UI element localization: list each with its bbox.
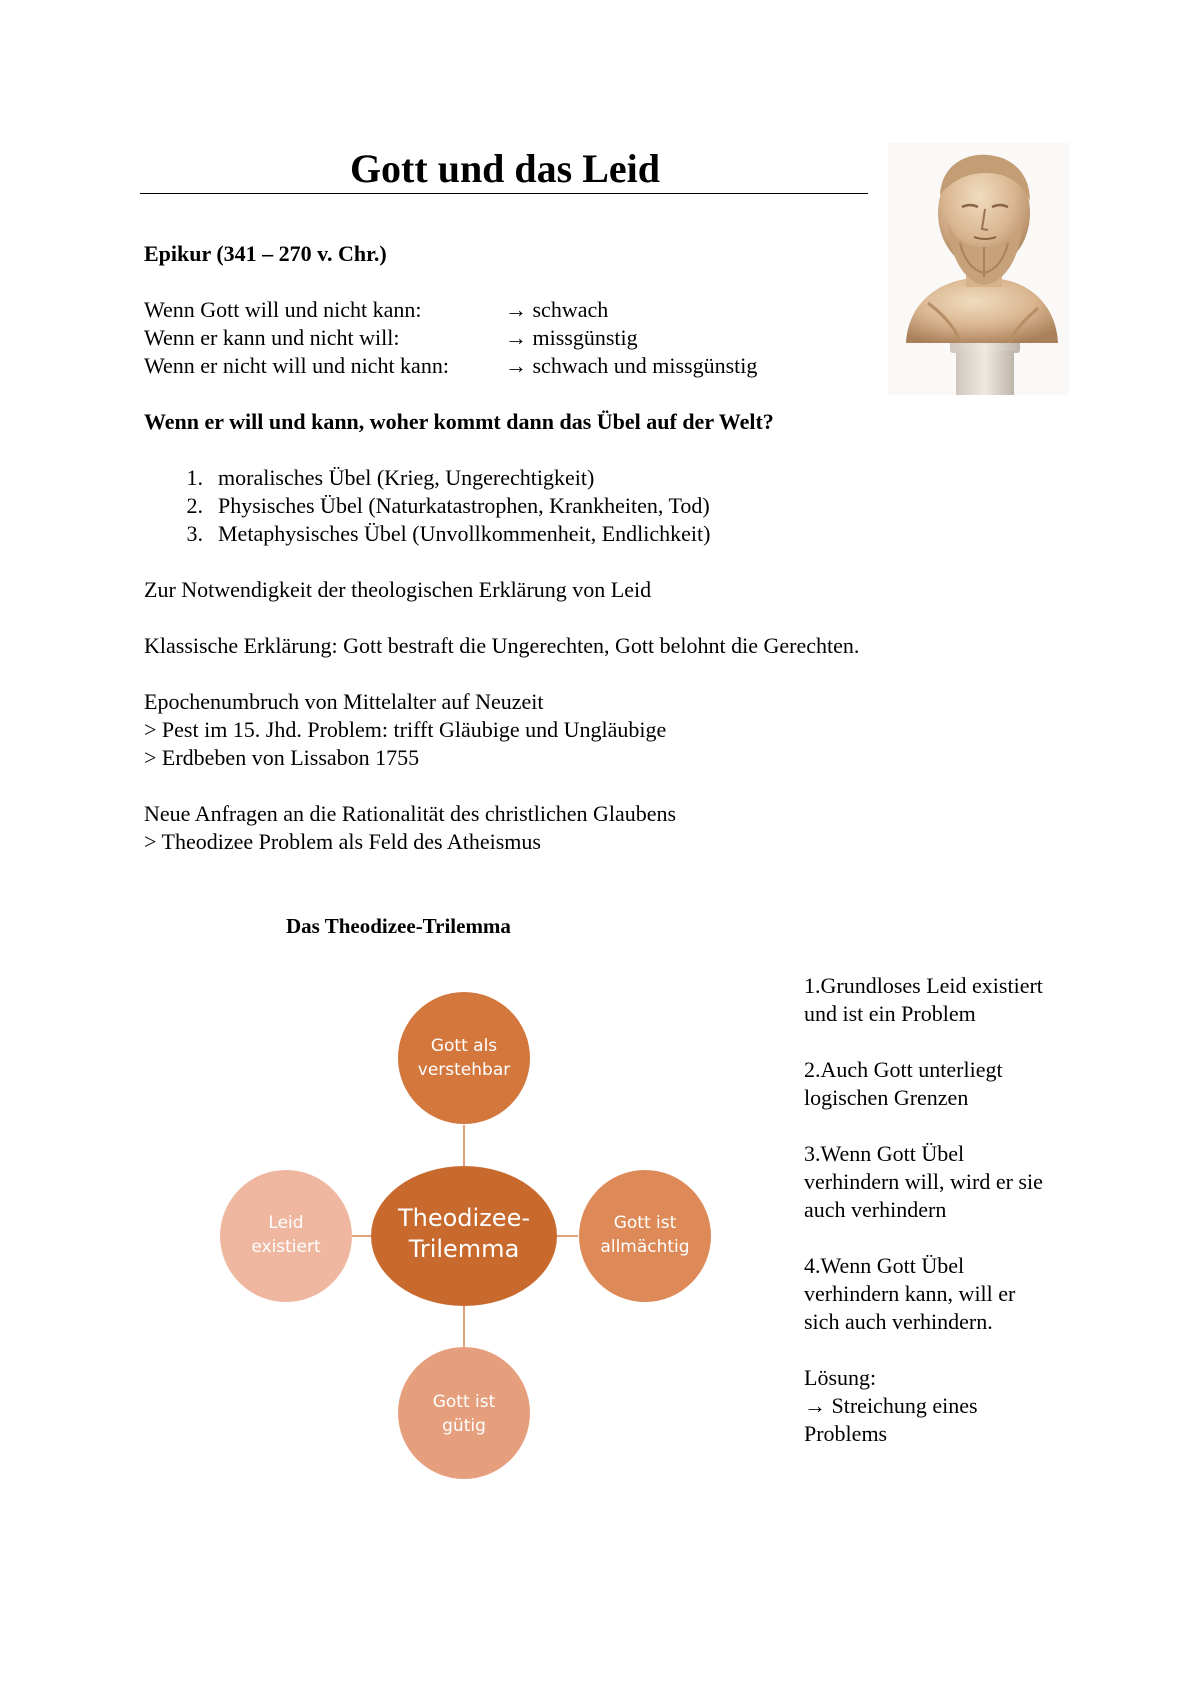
solution-label: Lösung: [804,1365,877,1390]
node-bottom-line-2: gütig [442,1416,486,1436]
node-top-circle [398,992,530,1124]
node-center [371,1166,557,1306]
epikur-result-3: → schwach und missgünstig [505,353,758,378]
epoch-line-1: Epochenumbruch von Mittelalter auf Neuzeit [144,689,544,714]
side-note-1b: und ist ein Problem [804,1001,976,1026]
node-left [220,1170,352,1302]
evil-item-2: Physisches Übel (Naturkatastrophen, Krankheiten, Tod) [218,493,710,518]
page-title: Gott und das Leid [349,146,661,191]
node-bottom [398,1347,530,1479]
trilemma-diagram [200,975,740,1495]
epikur-condition-2: Wenn er kann und nicht will: [144,325,400,350]
node-top-line-2: verstehbar [417,1060,511,1080]
inquiries-line-2: > Theodizee Problem als Feld des Atheismus [144,829,541,854]
side-note-3c: auch verhindern [804,1197,947,1222]
evil-number-3: 3. [186,521,203,546]
side-note-4a: 4.Wenn Gott Übel [804,1253,965,1278]
node-left-line-1: Leid [268,1213,304,1233]
side-note-3a: 3.Wenn Gott Übel [804,1141,965,1166]
side-note-4b: verhindern kann, will er [804,1281,1016,1306]
epikur-condition-1: Wenn Gott will und nicht kann: [144,297,422,322]
epikur-question: Wenn er will und kann, woher kommt dann das Übel auf der Welt? [144,409,774,434]
inquiries-line-1: Neue Anfragen an die Rationalität des christlichen Glaubens [144,801,677,826]
classic-explanation: Klassische Erklärung: Gott bestraft die Ungerechten, Gott belohnt die Gerechten. [144,633,860,658]
node-right-circle [579,1170,711,1302]
solution-line-2: Problems [804,1421,888,1446]
necessity-line: Zur Notwendigkeit der theologischen Erklärung von Leid [144,577,652,602]
diagram-heading: Das Theodizee-Trilemma [286,914,511,938]
side-note-2b: logischen Grenzen [804,1085,969,1110]
evil-number-1: 1. [186,465,203,490]
epikur-result-1: → schwach [505,297,609,322]
node-left-line-2: existiert [251,1237,321,1257]
node-bottom-line-1: Gott ist [432,1392,496,1412]
node-left-circle [220,1170,352,1302]
evil-number-2: 2. [186,493,203,518]
side-note-3b: verhindern will, wird er sie [804,1169,1043,1194]
side-note-2a: 2.Auch Gott unterliegt [804,1057,1003,1082]
node-center-line-1: Theodizee- [397,1204,531,1232]
title-underline [140,193,868,194]
epoch-line-3: > Erdbeben von Lissabon 1755 [144,745,420,770]
node-right-line-1: Gott ist [613,1213,677,1233]
node-right-line-2: allmächtig [600,1237,690,1257]
epoch-line-2: > Pest im 15. Jhd. Problem: trifft Gläubige und Ungläubige [144,717,667,742]
side-note-1a: 1.Grundloses Leid existiert [804,973,1043,998]
solution-line-1: → Streichung eines [804,1393,978,1418]
evil-item-3: Metaphysisches Übel (Unvollkommenheit, Endlichkeit) [218,521,711,546]
node-center-line-2: Trilemma [408,1235,520,1263]
epicurus-bust-image [888,143,1070,395]
side-note-4c: sich auch verhindern. [804,1309,993,1334]
node-top-line-1: Gott als [430,1036,498,1056]
epikur-heading: Epikur (341 – 270 v. Chr.) [144,241,387,266]
epikur-result-2: → missgünstig [505,325,638,350]
node-bottom-circle [398,1347,530,1479]
node-right [579,1170,711,1302]
evil-item-1: moralisches Übel (Krieg, Ungerechtigkeit) [218,465,595,490]
epikur-condition-3: Wenn er nicht will und nicht kann: [144,353,449,378]
node-top [398,992,530,1124]
